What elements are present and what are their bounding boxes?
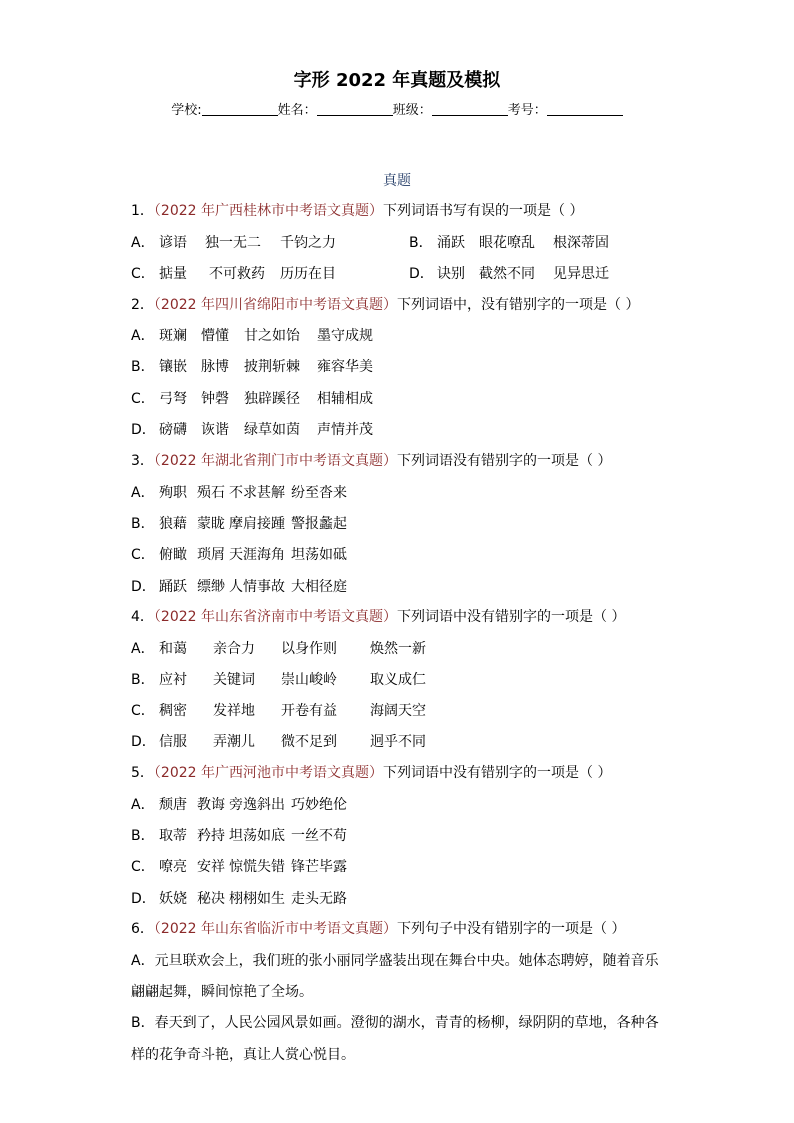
option-word: 信服 [159, 734, 187, 750]
page-title: 字形 2022 年真题及模拟 [293, 70, 501, 91]
option-label: D． [409, 266, 434, 282]
question-2-stem [131, 295, 639, 315]
question-2-option-b [131, 357, 691, 377]
option-word: 根深蒂固 [553, 235, 609, 251]
option-word: 见异思迁 [553, 266, 609, 282]
option-word: 懵懂 [201, 328, 229, 344]
question-text: 下列词语中没有错别字的一项是（ ） [397, 609, 626, 625]
option-word: 应衬 [159, 672, 187, 688]
question-source: （2022 年广西桂林市中考语文真题） [153, 203, 384, 219]
option-word: 涌跃 [437, 235, 465, 251]
option-word: 截然不同 [479, 266, 535, 282]
option-label: B． [409, 235, 433, 251]
option-word: 绿草如茵 [244, 422, 300, 438]
option-label: C． [131, 391, 155, 407]
exam-no-label: 考号： [507, 103, 547, 118]
option-word: 和蔼 [159, 641, 187, 657]
option-word: 千钧之力 [280, 235, 336, 251]
question-text: 下列词语中没有错别字的一项是（ ） [383, 765, 612, 781]
option-word: 以身作则 [281, 641, 337, 657]
name-blank[interactable] [317, 101, 393, 116]
option-word: 缥缈 [197, 579, 225, 595]
option-label: B． [131, 828, 155, 844]
option-word: 不可救药 [209, 266, 265, 282]
question-6-option-b-line-1: B．春天到了，人民公园风景如画。澄彻的湖水，青青的杨柳，绿阴阴的草地，各种各 [131, 1015, 659, 1031]
question-1-row-2 [131, 264, 691, 284]
option-word: 教诲 [197, 797, 225, 813]
option-word: 弓弩 [159, 391, 187, 407]
option-word: 弄潮儿 [213, 734, 255, 750]
option-word: 走头无路 [291, 891, 347, 907]
question-3-option-c [131, 545, 691, 565]
question-5-option-a [131, 795, 691, 815]
option-word: 坦荡如底 [229, 828, 285, 844]
option-word: 取蒂 [159, 828, 187, 844]
option-word: 海阔天空 [370, 703, 426, 719]
option-word: 掂量 [159, 266, 187, 282]
option-word: 诀别 [437, 266, 465, 282]
option-word: 蒙眬 [197, 516, 225, 532]
question-5-option-c [131, 857, 691, 877]
option-word: 亲合力 [213, 641, 255, 657]
option-word: 大相径庭 [291, 579, 347, 595]
question-source: （2022 年山东省济南市中考语文真题） [153, 609, 398, 625]
option-word: 墨守成规 [317, 328, 373, 344]
option-word: 颓唐 [159, 797, 187, 813]
option-word: 镶嵌 [159, 359, 187, 375]
question-1-row-1 [131, 233, 691, 253]
option-word: 摩肩接踵 [229, 516, 285, 532]
option-word: 一丝不苟 [291, 828, 347, 844]
option-word: 坦荡如砥 [291, 547, 347, 563]
question-number: 6． [131, 921, 154, 937]
student-info-line [0, 101, 794, 121]
option-word: 人情事故 [229, 579, 285, 595]
option-label: B． [131, 672, 155, 688]
option-word: 稠密 [159, 703, 187, 719]
option-label: A． [131, 328, 155, 344]
option-word: 狼藉 [159, 516, 187, 532]
option-word: 旁逸斜出 [229, 797, 285, 813]
option-word: 天涯海角 [229, 547, 285, 563]
option-word: 甘之如饴 [244, 328, 300, 344]
option-label: D． [131, 579, 156, 595]
option-word: 斑斓 [159, 328, 187, 344]
question-3-option-b [131, 514, 691, 534]
option-word: 独一无二 [205, 235, 261, 251]
question-3-stem [131, 451, 611, 471]
option-word: 脉博 [201, 359, 229, 375]
option-word: 迥乎不同 [370, 734, 426, 750]
option-label: D． [131, 734, 156, 750]
option-word: 取义成仁 [370, 672, 426, 688]
question-6-option-a-line-2: 翩翩起舞，瞬间惊艳了全场。 [131, 984, 313, 1000]
class-blank[interactable] [432, 101, 508, 116]
option-word: 关键词 [213, 672, 255, 688]
question-2-option-c [131, 389, 691, 409]
option-label: A． [131, 641, 155, 657]
question-number: 4． [131, 609, 154, 625]
option-word: 微不足到 [281, 734, 337, 750]
option-word: 披荆斩棘 [244, 359, 300, 375]
option-label: D． [131, 891, 156, 907]
question-6-stem [131, 919, 625, 939]
option-word: 栩栩如生 [229, 891, 285, 907]
option-word: 琐屑 [197, 547, 225, 563]
question-text: 下列词语中，没有错别字的一项是（ ） [397, 297, 640, 313]
question-number: 3． [131, 453, 154, 469]
question-text: 下列词语书写有误的一项是（ ） [383, 203, 584, 219]
question-5-option-b [131, 826, 691, 846]
option-word: 钟磬 [201, 391, 229, 407]
option-label: A． [131, 797, 155, 813]
option-word: 嘹亮 [159, 859, 187, 875]
option-word: 声情并茂 [317, 422, 373, 438]
question-4-option-c [131, 701, 691, 721]
option-word: 雍容华美 [317, 359, 373, 375]
question-2-option-a [131, 326, 691, 346]
question-number: 5． [131, 765, 154, 781]
option-label: B． [131, 516, 155, 532]
option-word: 开卷有益 [281, 703, 337, 719]
option-word: 安祥 [197, 859, 225, 875]
option-label: C． [131, 859, 155, 875]
question-6-option-a-line-1: A．元旦联欢会上，我们班的张小丽同学盛装出现在舞台中央。她体态聘婷，随着音乐 [131, 953, 659, 969]
option-word: 妖娆 [159, 891, 187, 907]
question-1-stem [131, 201, 583, 221]
question-number: 1． [131, 203, 154, 219]
option-word: 不求甚解 [229, 485, 285, 501]
option-label: C． [131, 547, 155, 563]
option-word: 巧妙绝伦 [291, 797, 347, 813]
option-word: 殒石 [197, 485, 225, 501]
class-label: 班级： [392, 103, 432, 118]
question-4-option-d [131, 732, 691, 752]
question-4-stem [131, 607, 625, 627]
question-source: （2022 年湖北省荆门市中考语文真题） [153, 453, 398, 469]
option-word: 矜持 [197, 828, 225, 844]
question-3-option-a [131, 483, 691, 503]
option-word: 谚语 [159, 235, 187, 251]
school-blank[interactable] [202, 101, 278, 116]
option-label: A． [131, 485, 155, 501]
option-word: 发祥地 [213, 703, 255, 719]
option-word: 相辅相成 [317, 391, 373, 407]
option-word: 俯瞰 [159, 547, 187, 563]
question-source: （2022 年广西河池市中考语文真题） [153, 765, 384, 781]
question-6-option-b-line-2: 样的花争奇斗艳，真让人赏心悦目。 [131, 1047, 355, 1063]
option-word: 独辟蹊径 [244, 391, 300, 407]
question-text: 下列词语没有错别字的一项是（ ） [397, 453, 612, 469]
option-label: D． [131, 422, 156, 438]
question-5-stem [131, 763, 611, 783]
option-word: 崇山峻岭 [281, 672, 337, 688]
section-heading: 真题 [383, 173, 411, 189]
exam-no-blank[interactable] [547, 101, 623, 116]
option-word: 磅礴 [159, 422, 187, 438]
question-2-option-d [131, 420, 691, 440]
option-word: 眼花嘹乱 [479, 235, 535, 251]
option-word: 秘决 [197, 891, 225, 907]
question-text: 下列句子中没有错别字的一项是（ ） [397, 921, 626, 937]
option-word: 惊慌失错 [229, 859, 285, 875]
option-word: 历历在目 [280, 266, 336, 282]
option-label: C． [131, 703, 155, 719]
name-label: 姓名： [277, 103, 317, 118]
question-number: 2． [131, 297, 154, 313]
option-label: A． [131, 235, 155, 251]
option-label: B． [131, 359, 155, 375]
question-4-option-b [131, 670, 691, 690]
question-source: （2022 年山东省临沂市中考语文真题） [153, 921, 398, 937]
option-word: 殉职 [159, 485, 187, 501]
option-word: 锋芒毕露 [291, 859, 347, 875]
question-5-option-d [131, 889, 691, 909]
school-label: 学校: [171, 103, 202, 118]
question-source: （2022 年四川省绵阳市中考语文真题） [153, 297, 398, 313]
option-word: 踊跃 [159, 579, 187, 595]
question-4-option-a [131, 639, 691, 659]
option-word: 警报蠡起 [291, 516, 347, 532]
option-word: 焕然一新 [370, 641, 426, 657]
option-word: 诙谐 [201, 422, 229, 438]
option-word: 纷至沓来 [291, 485, 347, 501]
question-3-option-d [131, 577, 691, 597]
option-label: C． [131, 266, 155, 282]
